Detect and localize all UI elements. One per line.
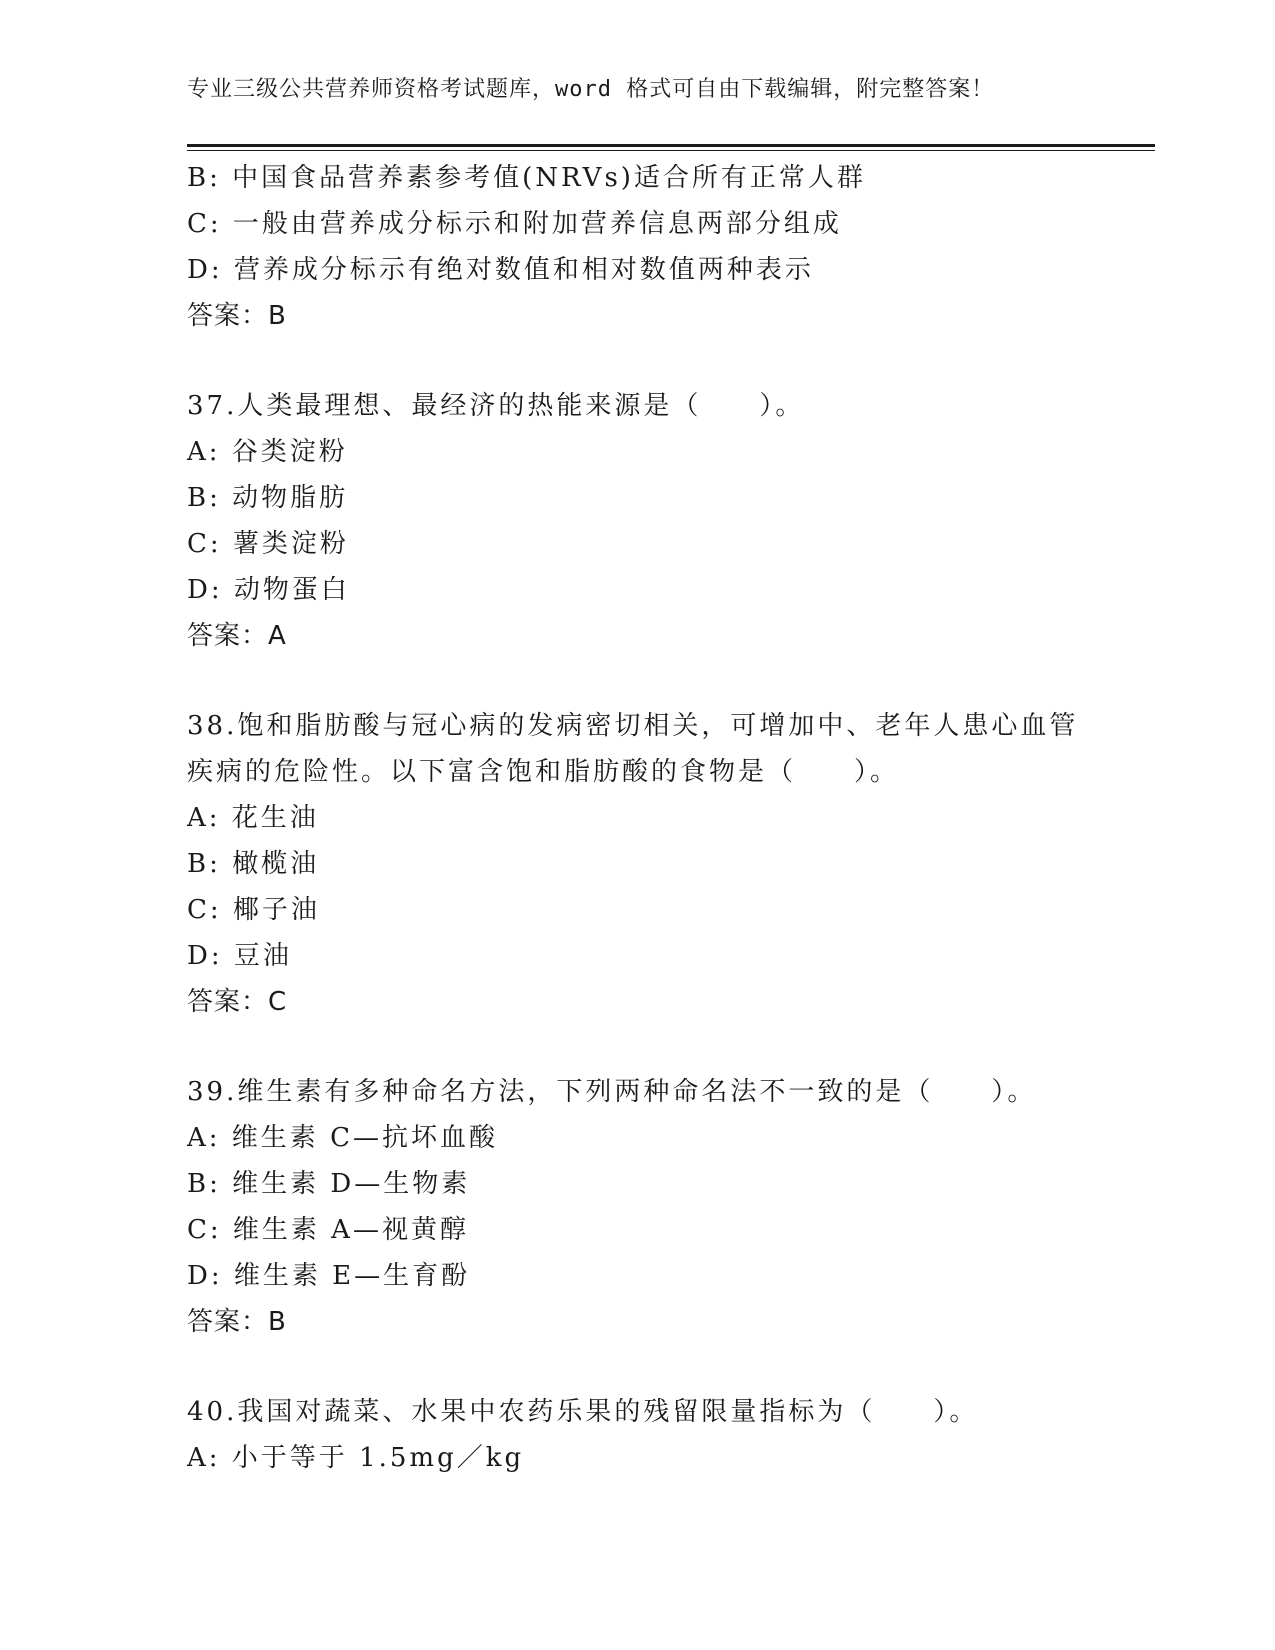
answer: 答案：C [187,987,288,1017]
option-c: C: 薯类淀粉 [187,529,349,559]
option-b: B: 橄榄油 [187,849,320,879]
option-a: A: 小于等于 1.5mg／kg [187,1443,525,1473]
option-b: B: 维生素 D—生物素 [187,1169,471,1199]
option-a: A: 维生素 C—抗坏血酸 [187,1123,498,1153]
spacer [187,1345,1155,1389]
spacer [187,339,1155,383]
header-rule-thin [187,150,1155,151]
option-a: A: 谷类淀粉 [187,437,348,467]
option-d: D: 维生素 E—生育酚 [187,1261,471,1291]
question-stem: 39.维生素有多种命名方法，下列两种命名法不一致的是（ ）。 [187,1077,1037,1107]
spacer [187,659,1155,703]
option-b: B: 中国食品营养素参考值(NRVs)适合所有正常人群 [187,163,866,193]
option-a: A: 花生油 [187,803,319,833]
question-37 [187,383,1155,659]
question-38 [187,703,1155,1025]
question-stem: 37.人类最理想、最经济的热能来源是（ ）。 [187,391,805,421]
header-rule-thick [187,144,1155,147]
option-d: D: 营养成分标示有绝对数值和相对数值两种表示 [187,255,814,285]
question-40 [187,1389,1155,1481]
answer: 答案：B [187,301,287,331]
question-stem-line-2: 疾病的危险性。以下富含饱和脂肪酸的食物是（ ）。 [187,757,900,787]
answer: 答案：A [187,621,287,651]
spacer [187,1025,1155,1069]
option-c: C: 一般由营养成分标示和附加营养信息两部分组成 [187,209,842,239]
question-39 [187,1069,1155,1345]
option-b: B: 动物脂肪 [187,483,349,513]
answer: 答案：B [187,1307,287,1337]
page-header: 专业三级公共营养师资格考试题库，word 格式可自由下载编辑，附完整答案！ [187,77,995,102]
question-stem-line-1: 38.饱和脂肪酸与冠心病的发病密切相关，可增加中、老年人患心血管 [187,711,1079,741]
question-content [187,155,1155,1481]
option-d: D: 豆油 [187,941,292,971]
question-stem: 40.我国对蔬菜、水果中农药乐果的残留限量指标为（ ）。 [187,1397,979,1427]
option-c: C: 椰子油 [187,895,320,925]
option-c: C: 维生素 A—视黄醇 [187,1215,469,1245]
option-d: D: 动物蛋白 [187,575,350,605]
question-36-tail [187,155,1155,339]
